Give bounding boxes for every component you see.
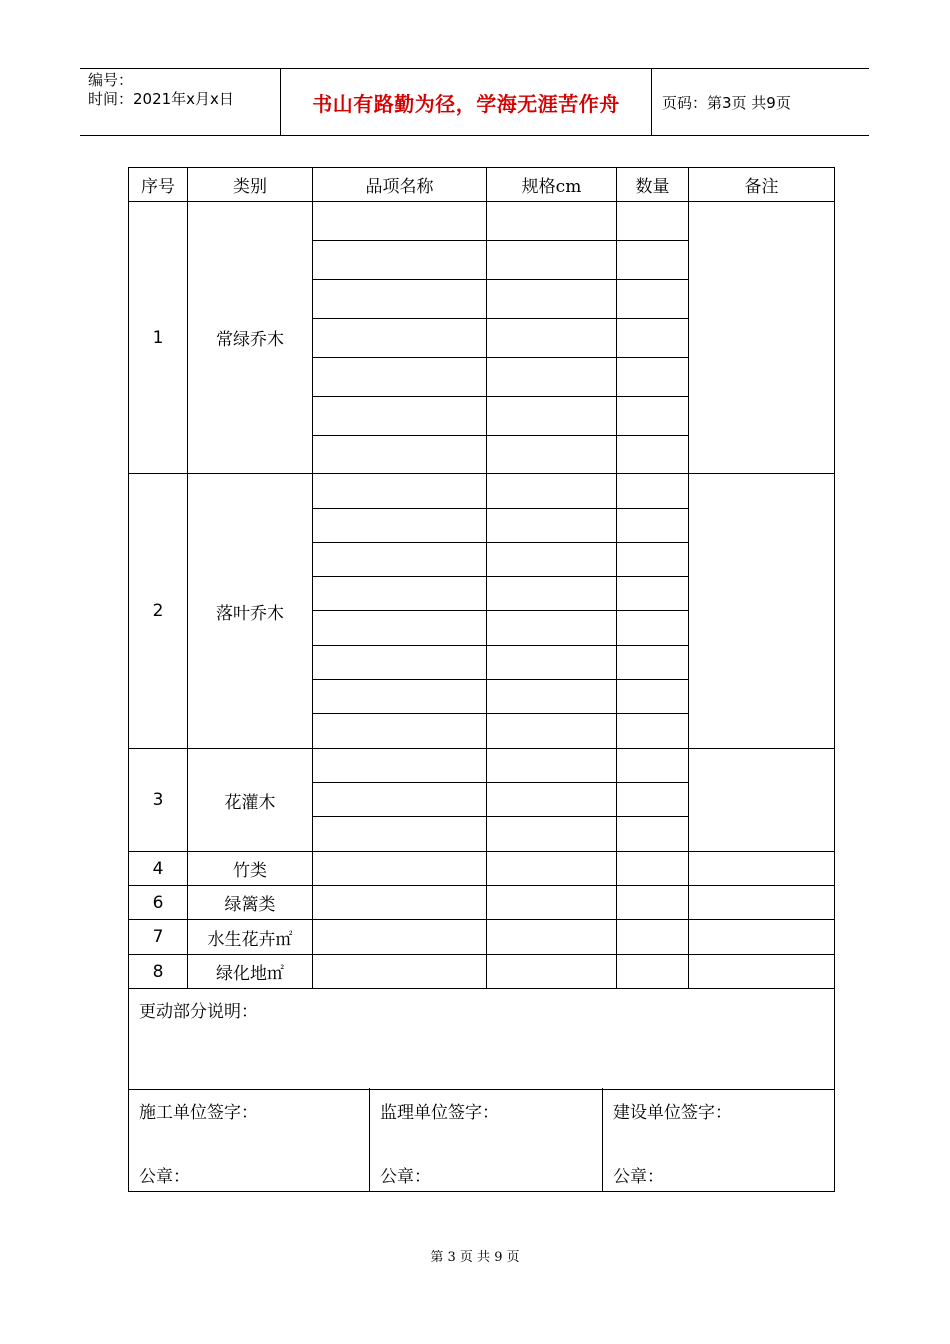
row-number: 7 xyxy=(129,920,188,955)
spec-cell[interactable] xyxy=(487,577,617,611)
spec-cell[interactable] xyxy=(487,886,617,920)
item-name-cell[interactable] xyxy=(313,577,487,611)
item-name-cell[interactable] xyxy=(313,241,487,280)
number-label: 编号： xyxy=(88,71,134,89)
spec-cell[interactable] xyxy=(487,280,617,319)
signature-label: 建设单位签字： xyxy=(613,1103,732,1123)
item-name-cell[interactable] xyxy=(313,852,487,886)
category-label: 水生花卉㎡ xyxy=(188,920,313,955)
spec-cell[interactable] xyxy=(487,241,617,280)
table-row xyxy=(129,474,835,509)
quantity-cell[interactable] xyxy=(617,955,689,989)
time-label: 时间：2021年x月x日 xyxy=(88,90,234,108)
remarks-cell[interactable] xyxy=(689,955,835,989)
header-page-info: 页码：第3页 共9页 xyxy=(662,93,791,112)
spec-cell[interactable] xyxy=(487,714,617,749)
quantity-cell[interactable] xyxy=(617,202,689,241)
item-name-cell[interactable] xyxy=(313,509,487,543)
spec-cell[interactable] xyxy=(487,509,617,543)
row-number: 8 xyxy=(129,955,188,989)
item-name-cell[interactable] xyxy=(313,920,487,955)
quantity-cell[interactable] xyxy=(617,436,689,474)
table-row xyxy=(129,202,835,241)
item-name-cell[interactable] xyxy=(313,955,487,989)
quantity-cell[interactable] xyxy=(617,509,689,543)
quantity-cell[interactable] xyxy=(617,817,689,852)
remarks-cell[interactable] xyxy=(689,852,835,886)
signature-label: 施工单位签字： xyxy=(139,1103,258,1123)
change-note-row xyxy=(129,989,835,1090)
quantity-cell[interactable] xyxy=(617,241,689,280)
category-label: 绿篱类 xyxy=(188,886,313,920)
row-number: 3 xyxy=(129,749,188,852)
column-header: 数量 xyxy=(617,168,689,202)
item-name-cell[interactable] xyxy=(313,886,487,920)
spec-cell[interactable] xyxy=(487,358,617,397)
quantity-cell[interactable] xyxy=(617,749,689,783)
quantity-cell[interactable] xyxy=(617,680,689,714)
category-label: 绿化地㎡ xyxy=(188,955,313,989)
quantity-cell[interactable] xyxy=(617,611,689,646)
stamp-label: 公章： xyxy=(613,1166,664,1187)
quantity-cell[interactable] xyxy=(617,577,689,611)
item-name-cell[interactable] xyxy=(313,749,487,783)
item-name-cell[interactable] xyxy=(313,783,487,817)
spec-cell[interactable] xyxy=(487,852,617,886)
inventory-table-body xyxy=(129,168,835,1090)
table-row xyxy=(129,886,835,920)
quantity-cell[interactable] xyxy=(617,319,689,358)
remarks-cell[interactable] xyxy=(689,474,835,749)
remarks-cell[interactable] xyxy=(689,202,835,474)
quantity-cell[interactable] xyxy=(617,397,689,436)
quantity-cell[interactable] xyxy=(617,783,689,817)
page-footer: 第 3 页 共 9 页 xyxy=(430,1250,520,1265)
spec-cell[interactable] xyxy=(487,817,617,852)
header-meta xyxy=(80,69,281,135)
signature-cell-supervision[interactable] xyxy=(370,1088,603,1191)
quantity-cell[interactable] xyxy=(617,280,689,319)
row-number: 1 xyxy=(129,202,188,474)
change-note-label: 更动部分说明： xyxy=(139,1002,258,1022)
category-label: 常绿乔木 xyxy=(188,202,313,474)
quantity-cell[interactable] xyxy=(617,646,689,680)
row-number: 2 xyxy=(129,474,188,749)
change-note-cell[interactable] xyxy=(129,989,835,1090)
spec-cell[interactable] xyxy=(487,543,617,577)
spec-cell[interactable] xyxy=(487,783,617,817)
spec-cell[interactable] xyxy=(487,611,617,646)
page-header xyxy=(80,68,869,136)
remarks-cell[interactable] xyxy=(689,886,835,920)
row-number: 6 xyxy=(129,886,188,920)
stamp-label: 公章： xyxy=(139,1166,190,1187)
column-header: 规格cm xyxy=(487,168,617,202)
signature-table xyxy=(128,1088,835,1192)
inventory-table xyxy=(128,167,835,1090)
signature-row xyxy=(129,1088,835,1191)
item-name-cell[interactable] xyxy=(313,202,487,241)
item-name-cell[interactable] xyxy=(313,397,487,436)
header-motto: 书山有路勤为径，学海无涯苦作舟 xyxy=(281,69,652,135)
table-row xyxy=(129,749,835,783)
table-row xyxy=(129,852,835,886)
spec-cell[interactable] xyxy=(487,749,617,783)
spec-cell[interactable] xyxy=(487,397,617,436)
item-name-cell[interactable] xyxy=(313,436,487,474)
column-header: 品项名称 xyxy=(313,168,487,202)
item-name-cell[interactable] xyxy=(313,358,487,397)
spec-cell[interactable] xyxy=(487,680,617,714)
spec-cell[interactable] xyxy=(487,202,617,241)
table-header-row xyxy=(129,168,835,202)
item-name-cell[interactable] xyxy=(313,611,487,646)
quantity-cell[interactable] xyxy=(617,714,689,749)
spec-cell[interactable] xyxy=(487,920,617,955)
item-name-cell[interactable] xyxy=(313,680,487,714)
signature-cell-construction[interactable] xyxy=(129,1088,370,1191)
column-header: 序号 xyxy=(129,168,188,202)
item-name-cell[interactable] xyxy=(313,817,487,852)
table-row xyxy=(129,920,835,955)
row-number: 4 xyxy=(129,852,188,886)
quantity-cell[interactable] xyxy=(617,474,689,509)
spec-cell[interactable] xyxy=(487,319,617,358)
quantity-cell[interactable] xyxy=(617,886,689,920)
category-label: 竹类 xyxy=(188,852,313,886)
item-name-cell[interactable] xyxy=(313,280,487,319)
quantity-cell[interactable] xyxy=(617,543,689,577)
column-header: 类别 xyxy=(188,168,313,202)
quantity-cell[interactable] xyxy=(617,920,689,955)
table-row xyxy=(129,955,835,989)
category-label: 落叶乔木 xyxy=(188,474,313,749)
category-label: 花灌木 xyxy=(188,749,313,852)
spec-cell[interactable] xyxy=(487,646,617,680)
quantity-cell[interactable] xyxy=(617,852,689,886)
spec-cell[interactable] xyxy=(487,436,617,474)
spec-cell[interactable] xyxy=(487,474,617,509)
stamp-label: 公章： xyxy=(380,1166,431,1187)
item-name-cell[interactable] xyxy=(313,714,487,749)
spec-cell[interactable] xyxy=(487,955,617,989)
quantity-cell[interactable] xyxy=(617,358,689,397)
column-header: 备注 xyxy=(689,168,835,202)
item-name-cell[interactable] xyxy=(313,646,487,680)
item-name-cell[interactable] xyxy=(313,543,487,577)
item-name-cell[interactable] xyxy=(313,474,487,509)
signature-label: 监理单位签字： xyxy=(380,1103,499,1123)
item-name-cell[interactable] xyxy=(313,319,487,358)
remarks-cell[interactable] xyxy=(689,920,835,955)
signature-cell-owner[interactable] xyxy=(603,1088,835,1191)
remarks-cell[interactable] xyxy=(689,749,835,852)
